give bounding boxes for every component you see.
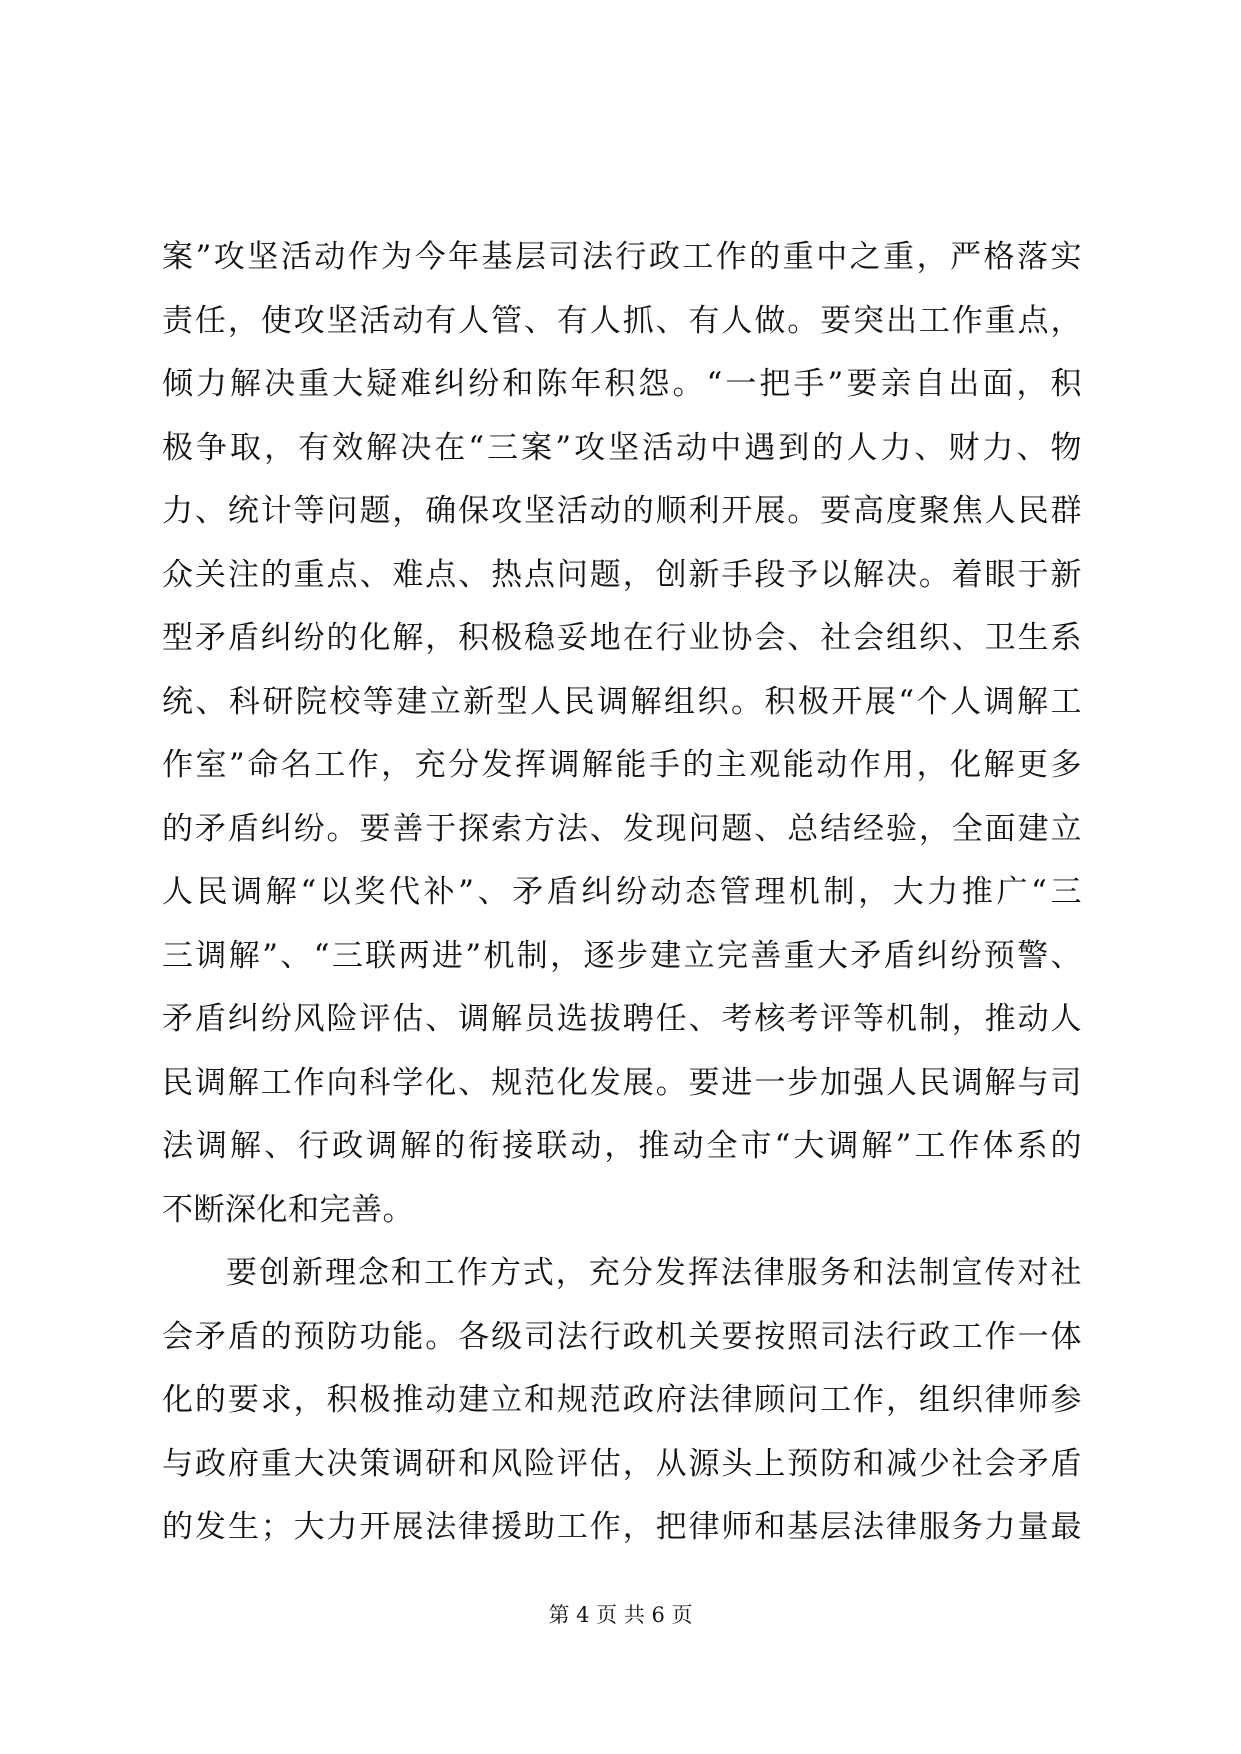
text-line: 人民调解“以奖代补”、矛盾纠纷动态管理机制，大力推广“三: [162, 874, 1082, 910]
text-line: 化的要求，积极推动建立和规范政府法律顾问工作，组织律师参: [162, 1382, 1082, 1418]
text-line: 型矛盾纠纷的化解，积极稳妥地在行业协会、社会组织、卫生系: [162, 620, 1082, 656]
text-line: 作室”命名工作，充分发挥调解能手的主观能动作用，化解更多: [162, 747, 1082, 783]
text-line: 的矛盾纠纷。要善于探索方法、发现问题、总结经验，全面建立: [162, 810, 1082, 847]
page-number-footer: 第 4 页 共 6 页: [548, 1603, 693, 1627]
text-line: 统、科研院校等建立新型人民调解组织。积极开展“个人调解工: [162, 683, 1082, 720]
text-line: 会矛盾的预防功能。各级司法行政机关要按照司法行政工作一体: [162, 1318, 1082, 1355]
text-line: 法调解、行政调解的衔接联动，推动全市“大调解”工作体系的: [162, 1128, 1082, 1164]
text-line: 众关注的重点、难点、热点问题，创新手段予以解决。着眼于新: [162, 556, 1082, 593]
text-line: 倾力解决重大疑难纠纷和陈年积怨。“一把手”要亲自出面，积: [162, 366, 1082, 402]
text-line: 案”攻坚活动作为今年基层司法行政工作的重中之重，严格落实: [162, 239, 1082, 275]
body-text: [162, 226, 1082, 1560]
paragraph-1: [162, 226, 1082, 1242]
text-line: 不断深化和完善。: [162, 1191, 414, 1228]
paragraph-2: [162, 1242, 1082, 1560]
text-line: 民调解工作向科学化、规范化发展。要进一步加强人民调解与司: [162, 1064, 1082, 1101]
text-line: 三调解”、“三联两进”机制，逐步建立完善重大矛盾纠纷预警、: [162, 937, 1082, 974]
text-line: 的发生；大力开展法律援助工作，把律师和基层法律服务力量最: [162, 1509, 1082, 1545]
text-line: 力、统计等问题，确保攻坚活动的顺利开展。要高度聚焦人民群: [162, 493, 1082, 529]
text-line: 极争取，有效解决在“三案”攻坚活动中遇到的人力、财力、物: [162, 429, 1082, 466]
text-line: 与政府重大决策调研和风险评估，从源头上预防和减少社会矛盾: [162, 1445, 1082, 1482]
text-line: 矛盾纠纷风险评估、调解员选拔聘任、考核考评等机制，推动人: [162, 1001, 1082, 1037]
text-line: 责任，使攻坚活动有人管、有人抓、有人做。要突出工作重点，: [162, 302, 1082, 339]
text-line: 要创新理念和工作方式，充分发挥法律服务和法制宣传对社: [226, 1255, 1082, 1291]
